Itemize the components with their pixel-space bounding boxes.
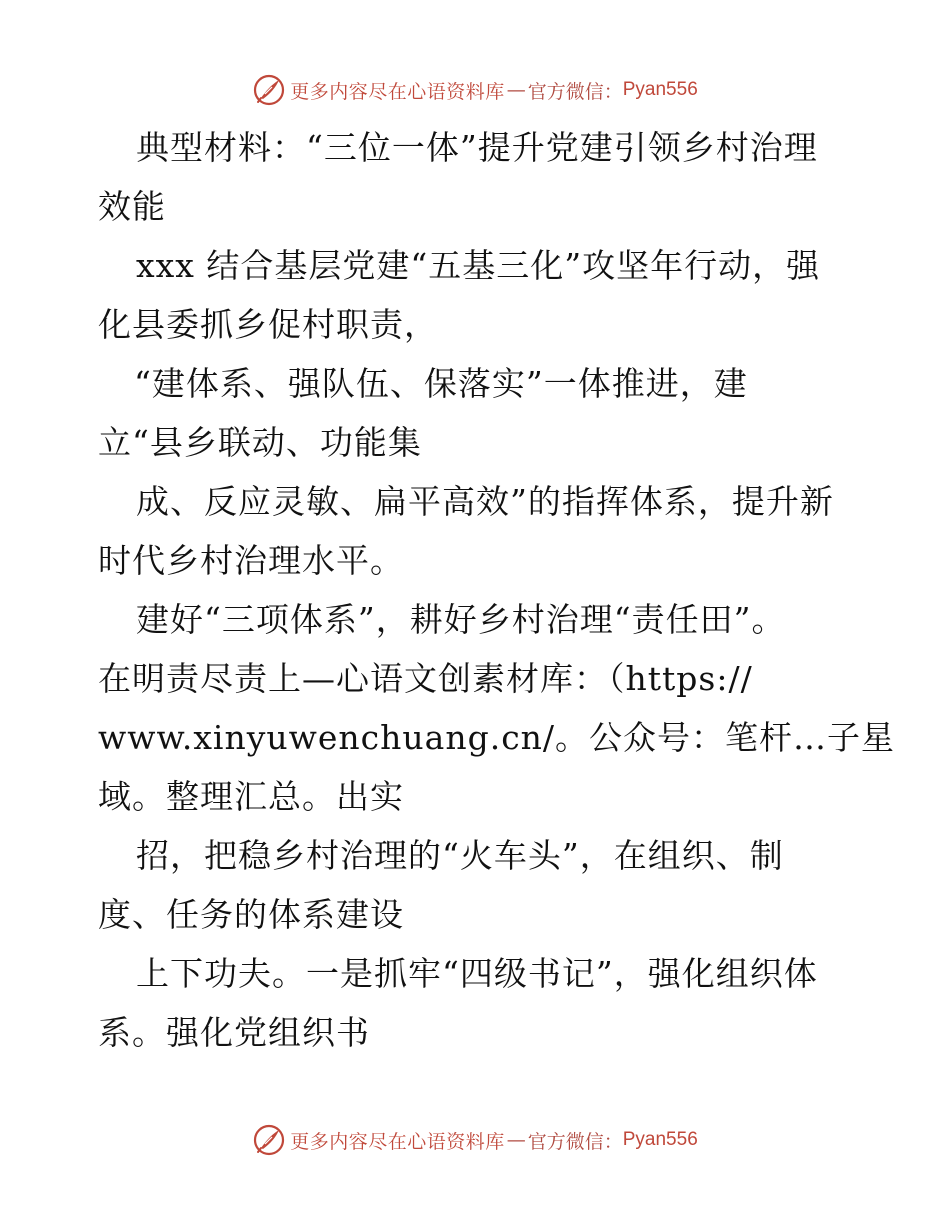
paragraph-line: 成、反应灵敏、扁平高效”的指挥体系，提升新	[136, 482, 834, 521]
paragraph-line: 化县委抓乡促村职责，	[98, 305, 438, 344]
banner-separator: —	[506, 1129, 526, 1151]
banner-text: 更多内容尽在心语资料库	[290, 80, 505, 103]
banner-wechat-id: Pyan556	[622, 79, 698, 100]
paragraph-line: 在明责尽责上—心语文创素材库：（https://	[98, 659, 753, 698]
banner-wechat-label: 官方微信：	[527, 80, 623, 103]
document-title-line-1: 典型材料：“三位一体”提升党建引领乡村治理	[136, 128, 818, 167]
feather-pen-logo-icon	[252, 1123, 286, 1157]
paragraph-line: “建体系、强队伍、保落实”一体推进，建	[134, 364, 748, 403]
footer-banner	[0, 1118, 950, 1162]
feather-pen-logo-icon	[252, 73, 286, 107]
paragraph-line: 度、任务的体系建设	[98, 895, 404, 934]
paragraph-line: 建好“三项体系”，耕好乡村治理“责任田”。	[136, 600, 786, 639]
document-body	[98, 118, 896, 1062]
paragraph-line: 招，把稳乡村治理的“火车头”，在组织、制	[136, 836, 784, 875]
paragraph-line: 上下功夫。一是抓牢“四级书记”，强化组织体	[136, 954, 818, 993]
paragraph-line: www.xinyuwenchuang.cn/。公众号：笔杆…子星	[98, 718, 896, 757]
banner-wechat-id: Pyan556	[622, 1129, 698, 1150]
banner-text: 更多内容尽在心语资料库	[290, 1130, 505, 1153]
paragraph-line: 立“县乡联动、功能集	[98, 423, 422, 462]
banner-wechat-label: 官方微信：	[527, 1130, 623, 1153]
paragraph-line: 系。强化党组织书	[98, 1013, 370, 1052]
paragraph-line: 时代乡村治理水平。	[98, 541, 404, 580]
paragraph-line: xxx 结合基层党建“五基三化”攻坚年行动，强	[136, 246, 821, 285]
document-title-line-2: 效能	[98, 187, 166, 226]
paragraph-line: 域。整理汇总。出实	[98, 777, 404, 816]
banner-separator: —	[506, 79, 526, 101]
header-banner	[0, 68, 950, 112]
